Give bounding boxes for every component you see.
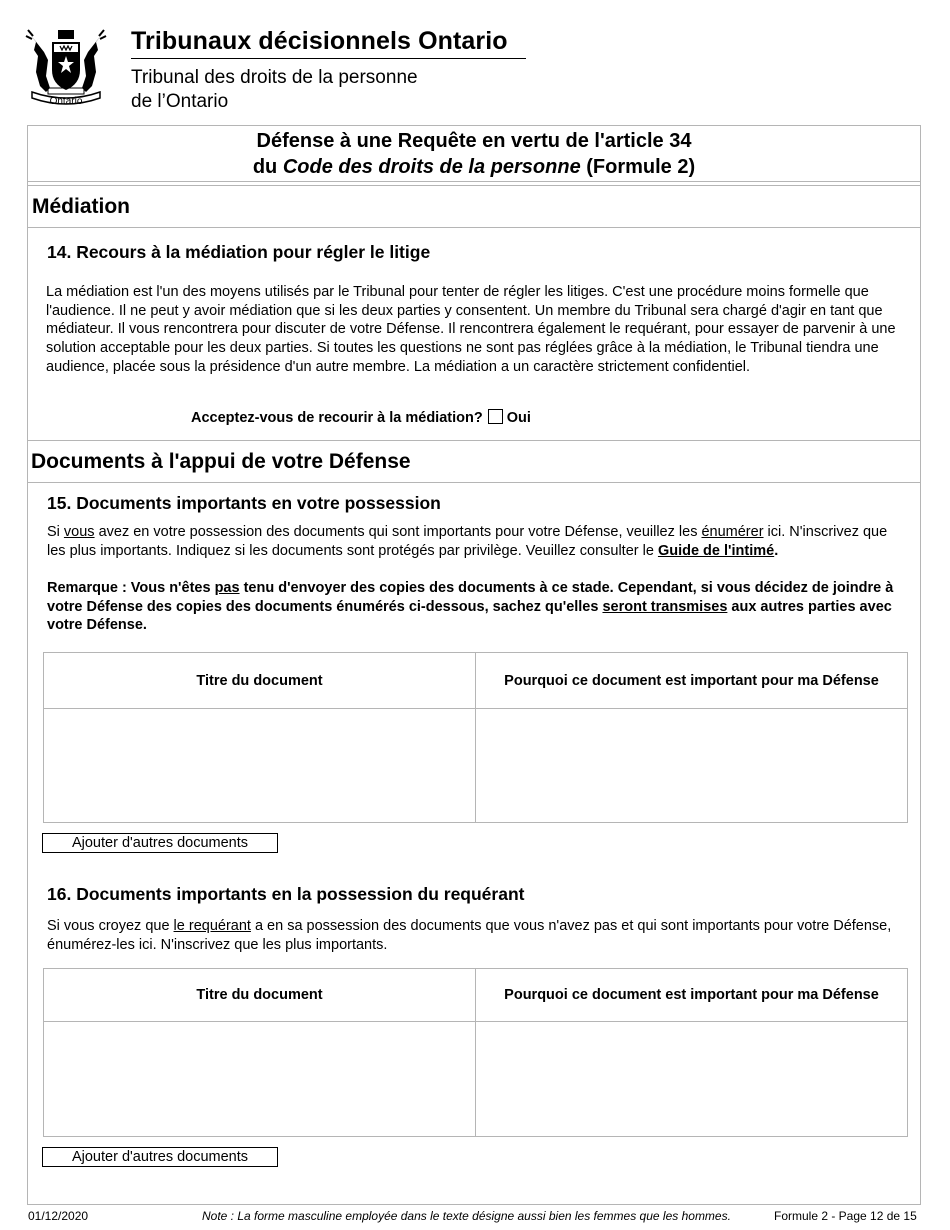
table-row [44, 709, 908, 823]
form-title-suffix: (Formule 2) [580, 156, 696, 178]
q15-note-a: Remarque : Vous n'êtes [47, 580, 215, 596]
q16-description [47, 917, 907, 954]
logo-caption: Ontario [49, 96, 83, 107]
form-title-line1: Défense à une Requête en vertu de l'article 34 [256, 130, 692, 152]
mediation-oui-label: Oui [506, 410, 531, 426]
q15-note [47, 579, 907, 635]
footer-date: 01/12/2020 [28, 1209, 89, 1223]
mediation-oui-checkbox[interactable] [488, 409, 503, 424]
documents-divider-top [28, 440, 920, 441]
mediation-question: Acceptez-vous de recourir à la médiation? [191, 410, 483, 426]
org-name: Tribunaux décisionnels Ontario [131, 27, 508, 55]
table-row [44, 1022, 908, 1137]
documents-section-title: Documents à l'appui de votre Défense [31, 450, 411, 473]
q16-text-a: Si vous croyez que [47, 918, 174, 934]
mediation-divider [28, 227, 920, 228]
q15-text-a: Si [47, 524, 64, 540]
q15-note-b: tenu d'envoyer des copies des documents à ce stade. Cependant, si vous décidez de joindre à votre Défense des copies des documents énumérés ci-dessous, sachez qu'elles [47, 580, 894, 615]
q15-note-transmises: seront transmises [602, 598, 728, 615]
form-title [27, 128, 921, 180]
org-subtitle-line2: de l’Ontario [131, 91, 229, 112]
form-title-line2 [27, 154, 921, 180]
q14-title: 14. Recours à la médiation pour régler le litige [47, 242, 431, 262]
q16-col-reason: Pourquoi ce document est important pour ma Défense [476, 969, 908, 1022]
q15-documents-table [43, 652, 908, 823]
q15-note-c: aux autres parties avec votre Défense. [47, 598, 892, 634]
q15-text-b: avez en votre possession des documents qui sont importants pour votre Défense, veuillez les [94, 524, 702, 540]
q15-text-end: . [774, 542, 779, 559]
q16-documents-table [43, 968, 908, 1137]
title-divider-2 [28, 185, 920, 186]
title-divider-1 [28, 181, 920, 182]
header-rule [131, 58, 526, 59]
q15-text-vous: vous [63, 524, 95, 540]
q16-text-requerant: le requérant [173, 918, 251, 934]
documents-divider [28, 482, 920, 483]
q15-note-pas: pas [214, 580, 240, 596]
q16-add-documents-button[interactable]: Ajouter d'autres documents [42, 1147, 278, 1167]
q15-col-reason: Pourquoi ce document est important pour ma Défense [476, 653, 908, 709]
form-title-prefix: du [252, 156, 283, 178]
q15-reason-cell[interactable] [476, 709, 908, 823]
footer-page-number: Formule 2 - Page 12 de 15 [774, 1209, 917, 1223]
q15-title: 15. Documents importants en votre possession [47, 493, 441, 513]
org-subtitle [131, 66, 418, 114]
org-subtitle-line1: Tribunal des droits de la personne [131, 67, 418, 88]
q15-text-c: ici. N'inscrivez que les plus importants. Indiquez si les documents sont protégés par privilège. Veuillez consulter le [47, 524, 888, 559]
q15-title-cell[interactable] [44, 709, 476, 823]
q16-title: 16. Documents importants en la possession du requérant [47, 884, 525, 904]
mediation-section-title: Médiation [32, 195, 130, 218]
q15-description [47, 523, 907, 560]
guide-intime-link[interactable]: Guide de l'intimé [657, 542, 775, 559]
q16-title-cell[interactable] [44, 1022, 476, 1137]
footer-note: Note : La forme masculine employée dans le texte désigne aussi bien les femmes que les hommes. [202, 1209, 731, 1223]
form-title-code-name: Code des droits de la personne [282, 156, 581, 178]
q16-text-b: a en sa possession des documents que vous n'avez pas et qui sont importants pour votre Défense, énumérez-les ici. N'inscrivez que les plus importants. [47, 918, 892, 953]
q15-add-documents-button[interactable]: Ajouter d'autres documents [42, 833, 278, 853]
table-header-row [44, 653, 908, 709]
q15-text-enumerer: énumérer [701, 524, 764, 540]
q14-description: La médiation est l'un des moyens utilisés par le Tribunal pour tenter de régler les litiges. C'est une procédure moins formelle que l'audience. Il ne peut y avoir médiation que si les deux parties y consentent. Un membre du Tribunal sera chargé d'agir en tant que médiateur. Il vous rencontrera pour discuter de votre Défense. Il rencontrera également le requérant, pour essayer de parvenir à une solution acceptable pour les deux parties. Si toutes les questions ne sont pas réglées grâce à la médiation, le Tribunal tiendra une audience, placée sous la présidence d'un autre membre. La médiation a un caractère strictement confidentiel. [46, 284, 896, 375]
mediation-question-row [191, 409, 531, 426]
table-header-row [44, 969, 908, 1022]
q16-col-title: Titre du document [44, 969, 476, 1022]
q15-col-title: Titre du document [44, 653, 476, 709]
q16-reason-cell[interactable] [476, 1022, 908, 1137]
